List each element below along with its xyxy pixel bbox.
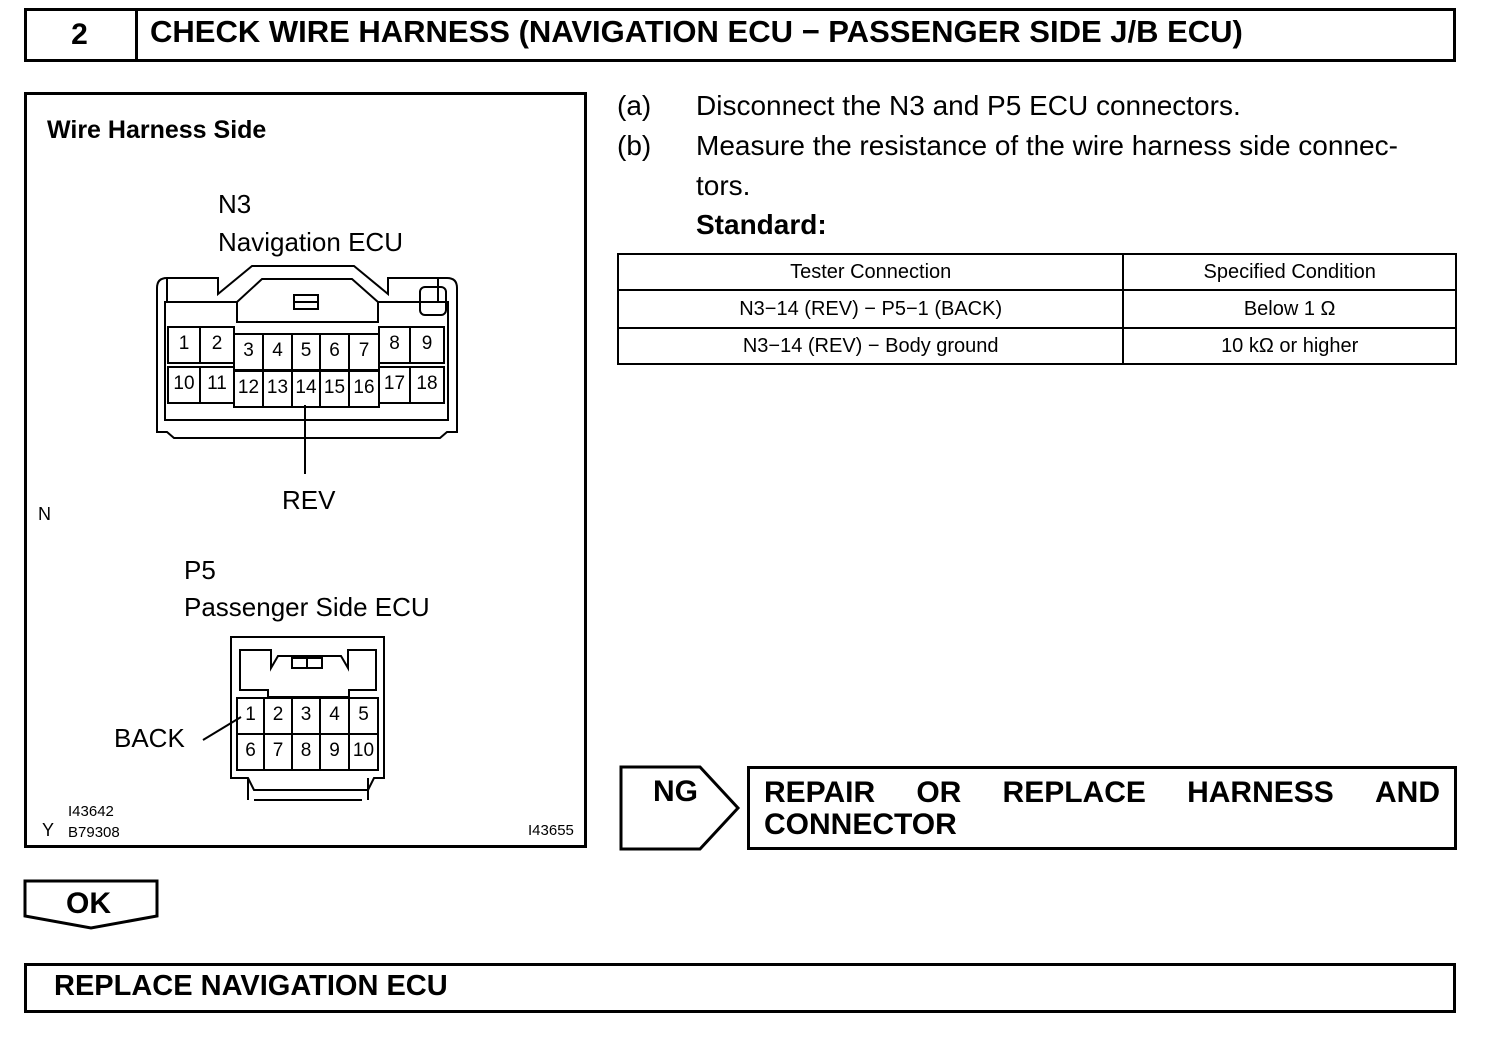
side-marker-n: N (38, 504, 51, 524)
ng-word: OR (916, 776, 962, 809)
pin-number: 18 (416, 373, 438, 394)
step-b-text-line1: Measure the resistance of the wire harness side connec- (696, 130, 1398, 161)
p5-name: Passenger Side ECU (184, 592, 430, 622)
step-number: 2 (24, 8, 138, 62)
pin-number: 17 (383, 373, 406, 394)
step-b-text-line2: tors. (696, 170, 751, 201)
step-a-text: Disconnect the N3 and P5 ECU connectors. (696, 90, 1241, 121)
pin-number: 4 (329, 704, 340, 725)
pin-number: 10 (352, 740, 375, 761)
ok-label: OK (66, 887, 111, 920)
side-marker-y: Y (42, 820, 55, 840)
back-label: BACK (114, 723, 185, 753)
p5-code: P5 (184, 555, 216, 585)
pin-number: 16 (353, 377, 375, 398)
table-row (618, 328, 1456, 364)
pin-number: 6 (245, 740, 256, 761)
pin-number: 1 (245, 704, 256, 725)
ng-word: REPLACE (1002, 776, 1146, 809)
pin-number: 7 (272, 740, 284, 761)
pin-number: 3 (300, 704, 312, 725)
table-header-cell: Tester Connection (618, 254, 1123, 290)
connector-drawings (0, 0, 600, 860)
diagram-heading: Wire Harness Side (47, 116, 267, 144)
pin-number: 9 (329, 740, 340, 761)
table-header-cell: Specified Condition (1123, 254, 1456, 290)
table-header-row (618, 254, 1456, 290)
pin-number: 2 (211, 333, 223, 354)
n3-code: N3 (218, 189, 252, 219)
table-cell: Below 1 Ω (1123, 290, 1456, 328)
ng-word: HARNESS (1187, 776, 1334, 809)
step-a-label: (a) (617, 90, 652, 121)
ng-label: NG (653, 775, 698, 808)
n3-name: Navigation ECU (218, 227, 403, 257)
pin-number: 8 (300, 740, 312, 761)
final-action-text: REPLACE NAVIGATION ECU (54, 970, 448, 1002)
back-leader-line (203, 717, 241, 740)
pin-number: 4 (272, 340, 283, 361)
pin-number: 15 (323, 377, 346, 398)
pin-number: 1 (178, 333, 190, 354)
ng-word: AND (1375, 776, 1440, 809)
table-cell: 10 kΩ or higher (1123, 328, 1456, 364)
pin-number: 8 (389, 333, 400, 354)
pin-number: 11 (207, 373, 227, 394)
pin-number: 12 (237, 377, 260, 398)
pin-number: 5 (300, 340, 312, 361)
table-cell: N3−14 (REV) − Body ground (618, 328, 1123, 364)
rev-label: REV (282, 485, 336, 515)
ng-action-line1 (764, 777, 1440, 809)
ref-code-3: I43655 (528, 822, 574, 839)
ng-word: REPAIR (764, 776, 876, 809)
pin-number: 10 (173, 373, 195, 394)
pin-number: 13 (266, 377, 289, 398)
pin-number: 7 (358, 340, 370, 361)
pin-number: 5 (358, 704, 369, 725)
pin-number: 9 (421, 333, 433, 354)
table-cell: N3−14 (REV) − P5−1 (BACK) (618, 290, 1123, 328)
pin-number: 6 (329, 340, 340, 361)
ng-action-line2: CONNECTOR (764, 808, 957, 841)
spec-table (617, 253, 1457, 365)
pin-number: 2 (272, 704, 284, 725)
step-b-label: (b) (617, 130, 652, 161)
ref-code-2: B79308 (68, 824, 120, 841)
pin-number: 14 (295, 377, 317, 398)
ref-code-1: I43642 (68, 803, 114, 820)
pin-number: 3 (243, 340, 254, 361)
step-title: CHECK WIRE HARNESS (NAVIGATION ECU − PASSENGER SIDE J/B ECU) (150, 14, 1243, 49)
ng-action-box (747, 766, 1457, 850)
table-row (618, 290, 1456, 328)
standard-label: Standard: (696, 209, 827, 240)
